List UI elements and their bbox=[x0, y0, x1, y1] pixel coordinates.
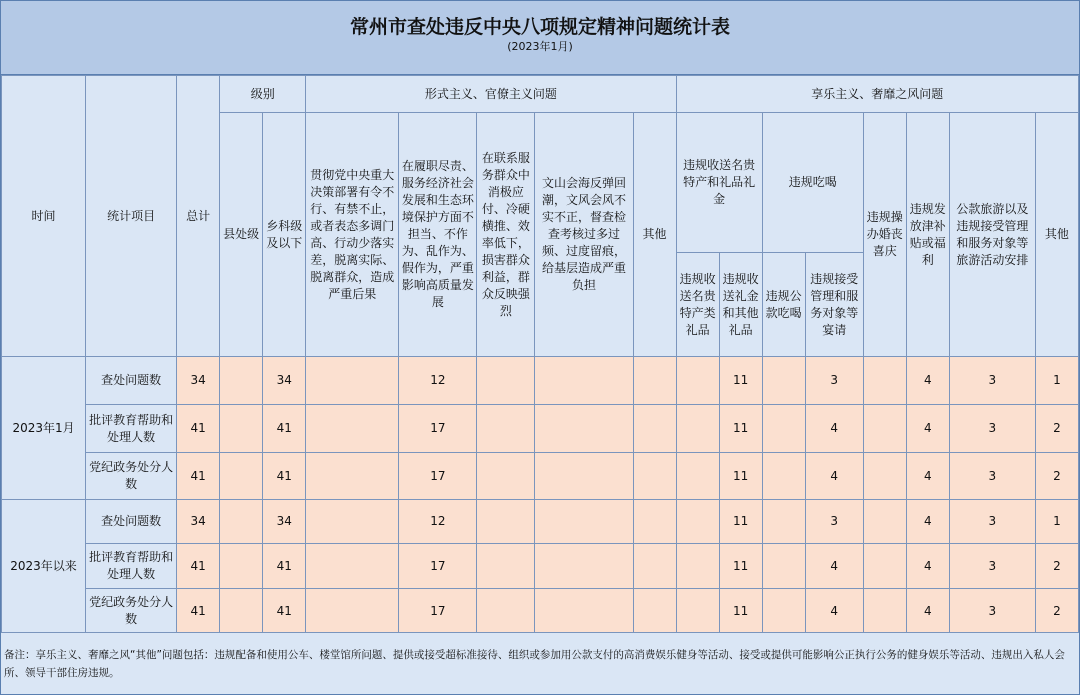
page-subtitle: (2023年1月) bbox=[507, 40, 573, 53]
cell-trv: 3 bbox=[949, 357, 1035, 405]
cell-total: 41 bbox=[177, 589, 220, 634]
cell-gb: 11 bbox=[719, 405, 762, 453]
footnote: 备注：享乐主义、奢靡之风“其他”问题包括：违规配备和使用公车、楼堂馆所问题、提供或接受超标准接待、组织或参加用公款支付的高消费娱乐健身等活动、接受或提供可能影响公正执行公务的健身娱乐等活动、违规出入私人会所、领导干部住房违规。 bbox=[1, 632, 1079, 694]
header-level: 级别 bbox=[220, 76, 306, 113]
cell-trv: 3 bbox=[949, 453, 1035, 500]
cell-ea bbox=[762, 500, 805, 544]
metric-label: 查处问题数 bbox=[86, 357, 177, 405]
cell-sub: 4 bbox=[906, 357, 949, 405]
cell-eb: 3 bbox=[805, 500, 863, 544]
cell-f4 bbox=[535, 500, 633, 544]
cell-f3 bbox=[477, 544, 535, 589]
header-gifts-cash: 违规收送礼金和其他礼品 bbox=[719, 253, 762, 357]
cell-f3 bbox=[477, 357, 535, 405]
cell-oth: 2 bbox=[1035, 453, 1078, 500]
cell-ea bbox=[762, 405, 805, 453]
header-formalism-2: 在履职尽责、服务经济社会发展和生态环境保护方面不担当、不作为、乱作为、假作为，严重影响高质量发展 bbox=[399, 113, 477, 357]
period-label: 2023年以来 bbox=[2, 500, 86, 634]
header-eating: 违规吃喝 bbox=[762, 113, 863, 253]
cell-sub: 4 bbox=[906, 405, 949, 453]
cell-f3 bbox=[477, 589, 535, 634]
header-formalism-other: 其他 bbox=[633, 113, 676, 357]
cell-sub: 4 bbox=[906, 500, 949, 544]
cell-township: 41 bbox=[263, 453, 306, 500]
cell-f2: 17 bbox=[399, 453, 477, 500]
cell-trv: 3 bbox=[949, 544, 1035, 589]
cell-county bbox=[220, 405, 263, 453]
cell-township: 41 bbox=[263, 544, 306, 589]
cell-wed bbox=[863, 500, 906, 544]
metric-label: 批评教育帮助和处理人数 bbox=[86, 544, 177, 589]
cell-f5 bbox=[633, 589, 676, 634]
cell-township: 34 bbox=[263, 357, 306, 405]
header-item: 统计项目 bbox=[86, 76, 177, 357]
cell-f1 bbox=[306, 589, 399, 634]
header-county: 县处级 bbox=[220, 113, 263, 357]
metric-label: 党纪政务处分人数 bbox=[86, 453, 177, 500]
cell-sub: 4 bbox=[906, 589, 949, 634]
header-total: 总计 bbox=[177, 76, 220, 357]
cell-f3 bbox=[477, 500, 535, 544]
cell-county bbox=[220, 357, 263, 405]
header-eating-public: 违规公款吃喝 bbox=[762, 253, 805, 357]
cell-eb: 4 bbox=[805, 544, 863, 589]
header-gifts: 违规收送名贵特产和礼品礼金 bbox=[676, 113, 762, 253]
cell-wed bbox=[863, 405, 906, 453]
cell-ga bbox=[676, 544, 719, 589]
cell-f2: 17 bbox=[399, 589, 477, 634]
cell-trv: 3 bbox=[949, 405, 1035, 453]
cell-gb: 11 bbox=[719, 453, 762, 500]
period-label: 2023年1月 bbox=[2, 357, 86, 500]
header-township: 乡科级及以下 bbox=[263, 113, 306, 357]
cell-county bbox=[220, 544, 263, 589]
cell-ea bbox=[762, 453, 805, 500]
title-block bbox=[1, 1, 1079, 75]
cell-ea bbox=[762, 544, 805, 589]
header-time: 时间 bbox=[2, 76, 86, 357]
cell-f2: 12 bbox=[399, 357, 477, 405]
header-hedonism-other: 其他 bbox=[1035, 113, 1078, 357]
cell-f1 bbox=[306, 405, 399, 453]
cell-sub: 4 bbox=[906, 453, 949, 500]
cell-trv: 3 bbox=[949, 589, 1035, 634]
metric-label: 党纪政务处分人数 bbox=[86, 589, 177, 634]
cell-trv: 3 bbox=[949, 500, 1035, 544]
header-eating-banquet: 违规接受管理和服务对象等宴请 bbox=[805, 253, 863, 357]
cell-f5 bbox=[633, 405, 676, 453]
cell-wed bbox=[863, 453, 906, 500]
header-formalism: 形式主义、官僚主义问题 bbox=[306, 76, 676, 113]
cell-county bbox=[220, 589, 263, 634]
header-gifts-specialty: 违规收送名贵特产类礼品 bbox=[676, 253, 719, 357]
cell-f1 bbox=[306, 453, 399, 500]
cell-sub: 4 bbox=[906, 544, 949, 589]
cell-eb: 4 bbox=[805, 453, 863, 500]
cell-f4 bbox=[535, 453, 633, 500]
cell-f2: 17 bbox=[399, 405, 477, 453]
cell-ga bbox=[676, 405, 719, 453]
cell-oth: 2 bbox=[1035, 589, 1078, 634]
cell-township: 41 bbox=[263, 405, 306, 453]
cell-f1 bbox=[306, 544, 399, 589]
header-hedonism: 享乐主义、奢靡之风问题 bbox=[676, 76, 1078, 113]
cell-ga bbox=[676, 357, 719, 405]
cell-gb: 11 bbox=[719, 544, 762, 589]
cell-f4 bbox=[535, 357, 633, 405]
cell-oth: 2 bbox=[1035, 405, 1078, 453]
cell-county bbox=[220, 500, 263, 544]
cell-f2: 12 bbox=[399, 500, 477, 544]
cell-total: 34 bbox=[177, 357, 220, 405]
cell-wed bbox=[863, 589, 906, 634]
cell-f4 bbox=[535, 405, 633, 453]
header-formalism-1: 贯彻党中央重大决策部署有令不行、有禁不止，或者表态多调门高、行动少落实差，脱离实际、脱离群众，造成严重后果 bbox=[306, 113, 399, 357]
cell-gb: 11 bbox=[719, 589, 762, 634]
cell-ga bbox=[676, 589, 719, 634]
header-wedding: 违规操办婚丧喜庆 bbox=[863, 113, 906, 357]
cell-wed bbox=[863, 357, 906, 405]
cell-f4 bbox=[535, 544, 633, 589]
cell-f1 bbox=[306, 357, 399, 405]
cell-county bbox=[220, 453, 263, 500]
cell-ea bbox=[762, 357, 805, 405]
cell-township: 34 bbox=[263, 500, 306, 544]
page-title: 常州市查处违反中央八项规定精神问题统计表 bbox=[349, 16, 730, 38]
cell-ga bbox=[676, 500, 719, 544]
cell-wed bbox=[863, 544, 906, 589]
statistics-table bbox=[1, 75, 1079, 634]
cell-f4 bbox=[535, 589, 633, 634]
cell-f5 bbox=[633, 453, 676, 500]
cell-oth: 2 bbox=[1035, 544, 1078, 589]
cell-f5 bbox=[633, 544, 676, 589]
cell-township: 41 bbox=[263, 589, 306, 634]
header-subsidy: 违规发放津补贴或福利 bbox=[906, 113, 949, 357]
header-formalism-4: 文山会海反弹回潮，文风会风不实不正，督查检查考核过多过频、过度留痕，给基层造成严重负担 bbox=[535, 113, 633, 357]
metric-label: 批评教育帮助和处理人数 bbox=[86, 405, 177, 453]
cell-f3 bbox=[477, 405, 535, 453]
cell-f1 bbox=[306, 500, 399, 544]
cell-f5 bbox=[633, 357, 676, 405]
cell-eb: 4 bbox=[805, 405, 863, 453]
cell-total: 34 bbox=[177, 500, 220, 544]
cell-oth: 1 bbox=[1035, 357, 1078, 405]
cell-oth: 1 bbox=[1035, 500, 1078, 544]
cell-ea bbox=[762, 589, 805, 634]
cell-eb: 4 bbox=[805, 589, 863, 634]
header-formalism-3: 在联系服务群众中消极应付、冷硬横推、效率低下，损害群众利益，群众反映强烈 bbox=[477, 113, 535, 357]
cell-total: 41 bbox=[177, 453, 220, 500]
cell-gb: 11 bbox=[719, 357, 762, 405]
cell-total: 41 bbox=[177, 544, 220, 589]
table-body bbox=[2, 357, 1079, 634]
cell-ga bbox=[676, 453, 719, 500]
cell-f3 bbox=[477, 453, 535, 500]
cell-gb: 11 bbox=[719, 500, 762, 544]
cell-f2: 17 bbox=[399, 544, 477, 589]
cell-eb: 3 bbox=[805, 357, 863, 405]
metric-label: 查处问题数 bbox=[86, 500, 177, 544]
cell-f5 bbox=[633, 500, 676, 544]
header-travel: 公款旅游以及违规接受管理和服务对象等旅游活动安排 bbox=[949, 113, 1035, 357]
cell-total: 41 bbox=[177, 405, 220, 453]
